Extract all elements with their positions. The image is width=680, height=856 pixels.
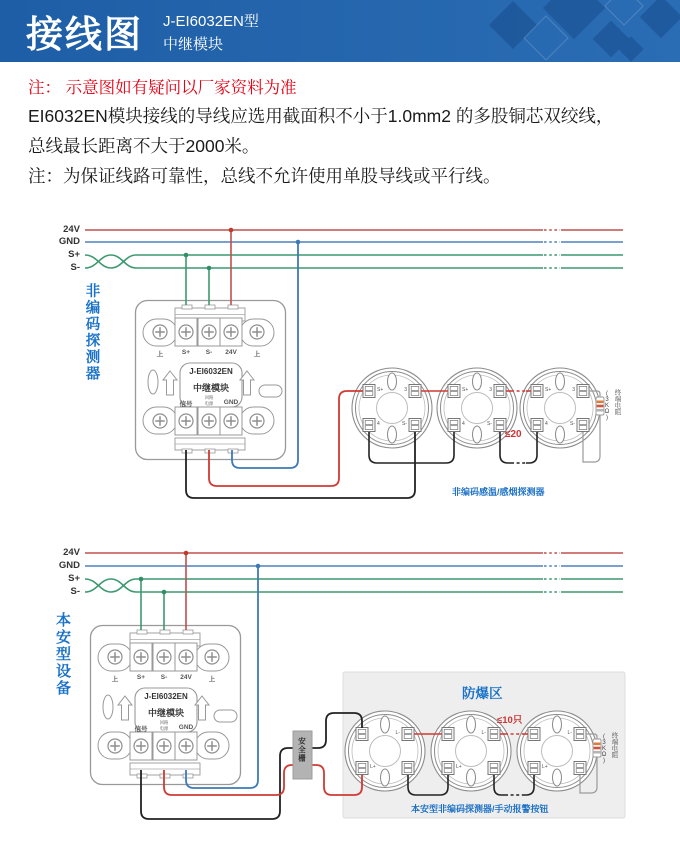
module1-name-line2: 中继模块 <box>192 383 230 393</box>
detector-terminal-label: L- <box>567 730 572 736</box>
resistor2-value-label: (3KΩ) <box>601 734 607 764</box>
relay-module-1 <box>136 301 286 460</box>
header-banner <box>0 0 680 62</box>
wiring-note: 注：为保证线路可靠性，总线不允许使用单股导线或平行线。 <box>28 166 501 186</box>
detector <box>517 711 597 791</box>
diagram2-detectors <box>345 711 597 791</box>
bus-label-s-minus: S- <box>70 262 80 273</box>
spec-text-line2: 总线最长距离不大于2000米。 <box>28 136 260 156</box>
module1-terminal-signal: 信号 <box>179 401 193 408</box>
module2-terminal-gnd: GND <box>178 724 194 731</box>
module2-terminal-s-plus: S+ <box>136 674 146 681</box>
module1-terminal-s-minus: S- <box>205 349 213 356</box>
module2-terminal-signal: 信号 <box>134 726 148 733</box>
diagram1-detectors <box>352 368 600 448</box>
warning-note: 注： 示意图如有疑问以厂家资料为准 <box>28 79 297 97</box>
module1-terminal-loop-power-line1: 回路 <box>204 395 214 400</box>
bus-break-marks <box>543 230 561 268</box>
module1-terminal-shang-right: 上 <box>253 351 261 358</box>
detector-terminal-label: 4 <box>545 421 548 427</box>
diagram1-caption: 非编码感温/感烟探测器 <box>452 487 545 497</box>
bus-label-s-minus: S- <box>70 586 80 597</box>
module2-terminal-24v: 24V <box>180 674 192 681</box>
module1-terminal-s-plus: S+ <box>181 349 191 356</box>
detector-terminal-label: S+ <box>545 387 552 393</box>
detector-terminal-label: S- <box>487 421 492 427</box>
detector-terminal-label: S+ <box>462 387 469 393</box>
detector <box>352 368 432 448</box>
bus-label-s-plus: S+ <box>68 249 80 260</box>
module1-terminal-loop-power-line2: 电源 <box>204 400 214 406</box>
terminal-resistor-1 <box>596 397 604 415</box>
module2-terminal-loop-power-line2: 电源 <box>159 725 169 731</box>
diagram2-side-label: 本安型设备 <box>54 612 71 697</box>
module1-terminal-24v: 24V <box>225 349 237 356</box>
resistor1-name-label: 终端电阻 <box>613 389 621 415</box>
module1-name-line1: J-EI6032EN <box>189 367 233 376</box>
detector-terminal-label: 4 <box>377 421 380 427</box>
module2-terminal-shang-left: 上 <box>111 676 119 683</box>
detector <box>345 711 425 791</box>
model-label: J-EI6032EN型 <box>163 13 259 30</box>
terminal-resistor-2 <box>593 739 601 757</box>
module-type-label: 中继模块 <box>163 36 224 53</box>
safety-barrier-label: 安全栅 <box>297 737 307 763</box>
bus-label-s-plus: S+ <box>68 573 80 584</box>
module2-name-line1: J-EI6032EN <box>144 692 188 701</box>
resistor1-value-label: (3KΩ) <box>604 391 610 421</box>
detector-terminal-label: L- <box>395 730 400 736</box>
diagram1-side-label: 非编码探测器 <box>83 283 100 382</box>
detector-terminal-label: L+ <box>370 764 376 770</box>
detector-terminal-label: 3 <box>404 387 407 393</box>
diagram2-quantity-limit: ≤10只 <box>497 715 523 726</box>
module1-terminal-gnd: GND <box>223 399 239 406</box>
module2-name-line2: 中继模块 <box>147 708 185 718</box>
detector-terminal-label: 3 <box>572 387 575 393</box>
detector-terminal-label: L+ <box>542 764 548 770</box>
diagram2-bus-lines <box>85 553 623 592</box>
page-title: 接线图 <box>26 14 143 55</box>
detector-terminal-label: 4 <box>462 421 465 427</box>
module2-terminal-shang-right: 上 <box>208 676 216 683</box>
module2-terminal-loop-power-line1: 回路 <box>159 720 169 725</box>
bus-label-24v: 24V <box>63 224 80 235</box>
detector <box>520 368 600 448</box>
cube-decoration <box>640 0 680 38</box>
bus-break-marks <box>543 553 561 592</box>
explosion-proof-zone-label: 防爆区 <box>462 686 503 701</box>
relay-module-2 <box>91 626 241 785</box>
diagram1-quantity-limit: ≤20 <box>505 429 522 440</box>
module1-terminal-shang-left: 上 <box>156 351 164 358</box>
detector-terminal-label: 3 <box>489 387 492 393</box>
bus-label-gnd: GND <box>58 236 80 247</box>
spec-text-line1: EI6032EN模块接线的导线应选用截面积不小于1.0mm2 的多股铜芯双绞线， <box>28 106 614 126</box>
diagram1-bus-lines <box>85 230 623 268</box>
bus-label-24v: 24V <box>63 547 80 558</box>
detector-terminal-label: L+ <box>456 764 462 770</box>
detector-terminal-label: S- <box>402 421 407 427</box>
detector-terminal-label: S+ <box>377 387 384 393</box>
diagram2-caption: 本安型非编码探测器/手动报警按钮 <box>411 804 549 814</box>
resistor2-name-label: 终端电阻 <box>610 732 618 758</box>
detector-terminal-label: S- <box>570 421 575 427</box>
module2-terminal-s-minus: S- <box>160 674 168 681</box>
detector-terminal-label: L- <box>481 730 486 736</box>
bus-label-gnd: GND <box>58 560 80 571</box>
